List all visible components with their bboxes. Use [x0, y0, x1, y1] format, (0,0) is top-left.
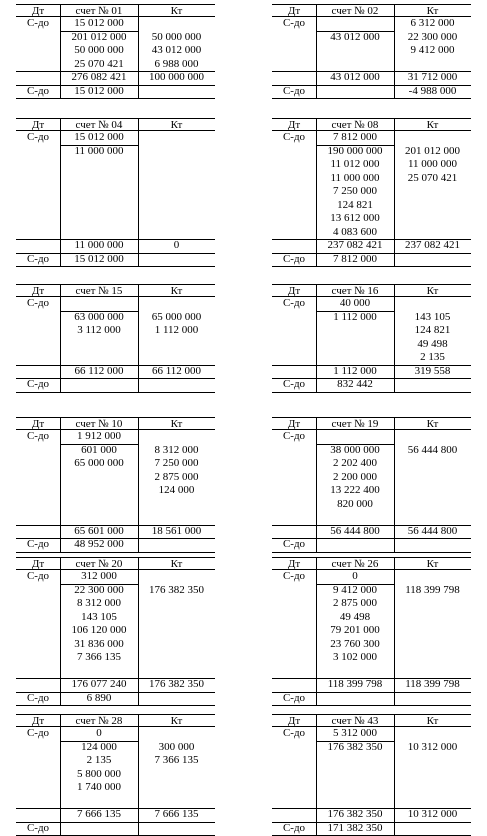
debit-entry: 4 083 600 — [333, 225, 377, 238]
closing-balance-label: С-до — [282, 84, 306, 97]
closing-balance-label: С-до — [282, 378, 306, 390]
turnover-credit: 319 558 — [414, 364, 451, 377]
row-rule — [272, 552, 471, 553]
debit-entry: 201 012 000 — [71, 30, 127, 43]
debit-entry: 11 012 000 — [330, 158, 380, 170]
turnover-debit: 66 112 000 — [74, 364, 124, 377]
turnover-credit: 31 712 000 — [407, 71, 458, 83]
account-title: счет № 10 — [75, 418, 123, 430]
debit-label: Дт — [287, 715, 301, 727]
credit-entry: 201 012 000 — [405, 144, 460, 157]
opening-balance-label: С-до — [282, 17, 306, 29]
credit-entry: 6 988 000 — [154, 57, 199, 70]
opening-balance-label: С-до — [282, 131, 306, 143]
turnover-debit: 1 112 000 — [333, 364, 377, 377]
opening-balance-label: С-до — [282, 430, 306, 442]
debit-label: Дт — [287, 5, 301, 17]
debit-label: Дт — [31, 715, 45, 727]
credit-entry: 10 312 000 — [407, 740, 458, 753]
debit-entry: 2 135 — [86, 754, 112, 766]
opening-balance-label: С-до — [26, 17, 50, 29]
debit-label: Дт — [31, 558, 45, 570]
opening-balance-label: С-до — [26, 570, 50, 582]
debit-entry: 124 000 — [81, 740, 117, 753]
debit-entry: 7 366 135 — [77, 651, 121, 663]
debit-entry: 49 498 — [339, 610, 371, 623]
debit-entry: 13 222 400 — [330, 484, 380, 496]
account-header — [272, 714, 471, 727]
debit-entry: 11 000 000 — [74, 144, 124, 157]
t-account — [16, 714, 215, 835]
credit-entry: 176 382 350 — [149, 583, 204, 596]
debit-label: Дт — [287, 418, 301, 430]
turnover-debit: 56 444 800 — [330, 524, 380, 537]
credit-entry: 124 000 — [158, 484, 195, 496]
account-title: счет № 01 — [75, 5, 123, 17]
closing-balance-label: С-до — [26, 252, 50, 265]
debit-entry: 38 000 000 — [330, 443, 380, 456]
credit-label: Кт — [426, 558, 439, 570]
credit-entry: 7 366 135 — [154, 754, 199, 766]
account-title: счет № 08 — [331, 119, 379, 131]
credit-entry: 43 012 000 — [151, 44, 202, 56]
opening-balance: 15 012 000 — [74, 17, 124, 29]
t-account — [16, 284, 215, 392]
t-account — [272, 557, 471, 705]
closing-balance: 48 952 000 — [74, 538, 124, 550]
debit-label: Дт — [287, 558, 301, 570]
debit-entry: 31 836 000 — [74, 637, 124, 650]
credit-entry: 11 000 000 — [407, 158, 458, 170]
credit-entry: 7 250 000 — [154, 457, 199, 469]
closing-balance-label: С-до — [282, 821, 306, 834]
account-title: счет № 19 — [331, 418, 379, 430]
turnover-debit: 7 666 135 — [77, 808, 121, 820]
credit-entry: 25 070 421 — [407, 171, 458, 184]
debit-entry: 13 612 000 — [330, 212, 380, 224]
debit-entry: 43 012 000 — [330, 30, 380, 43]
credit-entry: 50 000 000 — [151, 30, 202, 43]
debit-label: Дт — [287, 119, 301, 131]
closing-balance-label: С-до — [26, 691, 50, 704]
credit-label: Кт — [170, 119, 183, 131]
credit-entry: 49 498 — [417, 337, 448, 350]
debit-entry: 5 800 000 — [77, 767, 121, 780]
turnover-debit: 11 000 000 — [74, 239, 124, 251]
opening-balance: 7 812 000 — [333, 131, 377, 143]
turnover-debit: 43 012 000 — [330, 71, 380, 83]
account-title: счет № 28 — [75, 715, 123, 727]
opening-balance-label: С-до — [282, 570, 306, 582]
turnover-debit: 118 399 798 — [327, 678, 383, 690]
turnover-debit: 65 601 000 — [74, 524, 124, 537]
t-account — [16, 118, 215, 266]
debit-entry: 820 000 — [337, 497, 373, 510]
credit-label: Кт — [426, 5, 439, 17]
debit-entry: 63 000 000 — [74, 310, 124, 323]
turnover-debit: 237 082 421 — [327, 239, 383, 251]
turnover-credit: 100 000 000 — [149, 71, 204, 83]
debit-entry: 25 070 421 — [74, 57, 124, 70]
credit-entry: 56 444 800 — [407, 443, 458, 456]
debit-entry: 106 120 000 — [71, 624, 127, 636]
account-header — [16, 417, 215, 430]
closing-balance: -4 988 000 — [408, 84, 457, 97]
opening-balance-label: С-до — [26, 131, 50, 143]
credit-label: Кт — [426, 285, 439, 297]
debit-entry: 2 200 000 — [333, 470, 377, 483]
closing-balance: 15 012 000 — [74, 252, 124, 265]
opening-balance: 0 — [352, 570, 358, 582]
credit-entry: 8 312 000 — [154, 443, 199, 456]
debit-entry: 143 105 — [81, 610, 117, 623]
account-header — [16, 557, 215, 570]
closing-balance-label: С-до — [26, 378, 50, 390]
row-rule — [272, 98, 471, 99]
closing-balance-label: С-до — [26, 84, 50, 97]
t-account — [272, 4, 471, 98]
account-title: счет № 16 — [331, 285, 379, 297]
debit-entry: 79 201 000 — [330, 624, 380, 636]
debit-entry: 601 000 — [81, 443, 117, 456]
closing-balance-label: С-до — [282, 691, 306, 704]
debit-entry: 2 202 400 — [333, 457, 377, 469]
account-header — [16, 118, 215, 131]
opening-balance-label: С-до — [282, 727, 306, 739]
t-account — [272, 714, 471, 835]
debit-entry: 176 382 350 — [327, 740, 383, 753]
credit-label: Кт — [170, 715, 183, 727]
credit-label: Кт — [170, 285, 183, 297]
debit-entry: 3 102 000 — [333, 651, 377, 663]
account-title: счет № 15 — [75, 285, 123, 297]
debit-entry: 23 760 300 — [330, 637, 380, 650]
debit-label: Дт — [31, 5, 45, 17]
closing-balance: 832 442 — [337, 378, 373, 390]
debit-entry: 1 740 000 — [77, 781, 121, 793]
debit-entry: 9 412 000 — [333, 583, 377, 596]
account-header — [16, 714, 215, 727]
turnover-debit: 276 082 421 — [71, 71, 127, 83]
debit-entry: 11 000 000 — [330, 171, 380, 184]
opening-balance: 0 — [96, 727, 102, 739]
row-rule — [16, 552, 215, 553]
turnover-credit: 237 082 421 — [405, 239, 460, 251]
debit-label: Дт — [31, 418, 45, 430]
debit-entry: 2 875 000 — [333, 597, 377, 609]
t-account — [16, 557, 215, 705]
credit-entry: 124 821 — [414, 324, 451, 336]
account-title: счет № 26 — [331, 558, 379, 570]
opening-balance: 312 000 — [81, 570, 117, 582]
credit-label: Кт — [170, 5, 183, 17]
debit-label: Дт — [31, 285, 45, 297]
debit-entry: 8 312 000 — [77, 597, 121, 609]
closing-balance-label: С-до — [26, 538, 50, 550]
debit-label: Дт — [287, 285, 301, 297]
row-rule — [16, 98, 215, 99]
credit-label: Кт — [426, 119, 439, 131]
account-header — [16, 4, 215, 17]
opening-balance: 5 312 000 — [333, 727, 377, 739]
opening-balance-label: С-до — [282, 297, 306, 309]
debit-entry: 190 000 000 — [327, 144, 383, 157]
turnover-debit: 176 077 240 — [71, 678, 127, 690]
opening-balance: 1 912 000 — [77, 430, 121, 442]
credit-entry: 1 112 000 — [154, 324, 199, 336]
account-header — [272, 557, 471, 570]
closing-balance: 15 012 000 — [74, 84, 124, 97]
credit-label: Кт — [426, 418, 439, 430]
closing-balance: 6 890 — [86, 691, 112, 704]
debit-label: Дт — [31, 119, 45, 131]
debit-entry: 7 250 000 — [333, 185, 377, 197]
closing-balance: 7 812 000 — [333, 252, 377, 265]
credit-entry: 143 105 — [414, 310, 451, 323]
turnover-credit: 7 666 135 — [154, 808, 199, 820]
turnover-credit: 66 112 000 — [151, 364, 202, 377]
turnover-credit: 56 444 800 — [407, 524, 458, 537]
credit-entry: 118 399 798 — [405, 583, 460, 596]
row-rule — [272, 705, 471, 706]
t-account — [272, 284, 471, 392]
row-rule — [16, 266, 215, 267]
debit-entry: 3 112 000 — [77, 324, 121, 336]
account-header — [272, 284, 471, 297]
credit-entry: 300 000 — [158, 740, 195, 753]
closing-balance: 171 382 350 — [327, 821, 383, 834]
account-title: счет № 02 — [331, 5, 379, 17]
t-account — [272, 118, 471, 266]
credit-label: Кт — [426, 715, 439, 727]
account-header — [16, 284, 215, 297]
debit-entry: 22 300 000 — [74, 583, 124, 596]
turnover-debit: 176 382 350 — [327, 808, 383, 820]
turnover-credit: 176 382 350 — [149, 678, 204, 690]
credit-entry: 9 412 000 — [410, 44, 455, 56]
account-header — [272, 118, 471, 131]
t-account — [16, 417, 215, 552]
account-title: счет № 20 — [75, 558, 123, 570]
credit-entry: 2 135 — [420, 351, 445, 363]
closing-balance-label: С-до — [282, 252, 306, 265]
turnover-credit: 10 312 000 — [407, 808, 458, 820]
credit-entry: 2 875 000 — [154, 470, 199, 483]
turnover-credit: 118 399 798 — [405, 678, 460, 690]
turnover-credit: 0 — [173, 239, 180, 251]
credit-entry: 6 312 000 — [410, 17, 455, 29]
t-account — [16, 4, 215, 98]
debit-entry: 124 821 — [337, 198, 373, 211]
credit-entry: 65 000 000 — [151, 310, 202, 323]
opening-balance: 40 000 — [339, 297, 371, 309]
row-rule — [16, 705, 215, 706]
credit-label: Кт — [170, 418, 183, 430]
turnover-credit: 18 561 000 — [151, 524, 202, 537]
t-account — [272, 417, 471, 552]
debit-entry: 1 112 000 — [333, 310, 377, 323]
opening-balance-label: С-до — [26, 430, 50, 442]
row-rule — [16, 392, 215, 393]
account-title: счет № 43 — [331, 715, 379, 727]
credit-label: Кт — [170, 558, 183, 570]
account-title: счет № 04 — [75, 119, 123, 131]
account-header — [272, 4, 471, 17]
opening-balance: 15 012 000 — [74, 131, 124, 143]
closing-balance-label: С-до — [26, 821, 50, 834]
opening-balance-label: С-до — [26, 297, 50, 309]
opening-balance-label: С-до — [26, 727, 50, 739]
debit-entry: 65 000 000 — [74, 457, 124, 469]
row-rule — [272, 392, 471, 393]
credit-entry: 22 300 000 — [407, 30, 458, 43]
row-rule — [272, 266, 471, 267]
debit-entry: 50 000 000 — [74, 44, 124, 56]
closing-balance-label: С-до — [282, 538, 306, 550]
account-header — [272, 417, 471, 430]
